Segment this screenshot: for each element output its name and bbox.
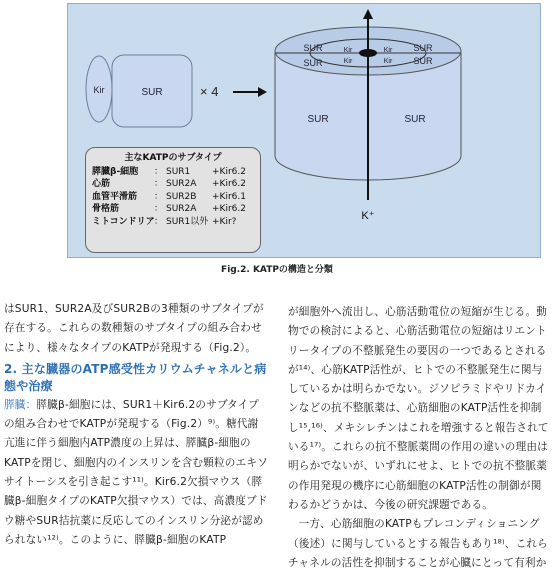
arrow-right-head	[258, 87, 267, 97]
legend-row	[86, 166, 260, 179]
legend-kir: +Kir?	[212, 216, 237, 227]
legend-kir: +Kir6.1	[212, 191, 246, 202]
sur-subunit-label: SUR	[141, 87, 163, 98]
pancreas-keyword: 膵臓：	[4, 398, 37, 411]
top-kir-label-4: Kir	[383, 58, 393, 65]
front-sur-label-left: SUR	[307, 114, 329, 125]
legend-colon: ：	[154, 166, 164, 177]
legend-tissue: ミトコンドリア	[92, 216, 155, 227]
k-arrow-head	[363, 9, 373, 19]
left-paragraph-2-text: 膵臓β-細胞には、SUR1＋Kir6.2のサブタイプの組み合わせでKATPが発現する（Fig.2）⁹⁾。糖代謝亢進に伴う細胞内ATP濃度の上昇は、膵臓β-細胞のKATPを閉じ、細胞内のインスリンを含む顆粒のエキソサイトーシスを引き起こす¹¹⁾。Kir6.2欠損マウス（膵臓β-細胞タイプのKATP欠損マウス）では、高濃度ブドウ糖やSUR拮抗薬に反応してのインスリン分泌が認められない¹²⁾。このように、膵臓β-細胞のKATP	[4, 398, 268, 546]
top-sur-label-2: SUR	[413, 43, 433, 53]
right-paragraph-1: が細胞外へ流出し、心筋活動電位の短縮が生じる。動物での検討によると、心筋活動電位の短縮はリエントリータイプの不整脈発生の要因の一つであるとされるが¹⁴⁾、心筋KATP活性が、ヒトでの不整脈発生に関与しているかは明らかでない。ジソピラミドやリドカインなどの抗不整脈薬は、心筋細胞のKATP活性を抑制し¹⁵,¹⁶⁾、メキシレチンはこれを増強すると報告されている¹⁷⁾。これらの抗不整脈薬間の作用の違いの理由は明らかでないが、いずれにせよ、ヒトでの抗不整脈薬の作用発現の機序に心筋細胞のKATP活性の制御が関わるかどうかは、今後の研究課題である。	[288, 306, 549, 511]
k-ion-label: K⁺	[361, 210, 375, 222]
legend-row	[86, 216, 260, 229]
legend-tissue: 血管平滑筋	[92, 191, 138, 202]
multiplier-text: × 4	[200, 84, 219, 99]
top-kir-label-1: Kir	[343, 47, 353, 54]
legend-sur: SUR2A	[166, 179, 197, 190]
legend-sur: SUR2B	[166, 191, 197, 202]
legend-row	[86, 178, 260, 191]
front-sur-label-right: SUR	[404, 114, 426, 125]
legend-row	[86, 203, 260, 216]
legend-row	[86, 191, 260, 204]
right-column	[288, 303, 550, 573]
legend-colon: ：	[154, 179, 164, 190]
top-sur-label-1: SUR	[303, 43, 323, 53]
legend-title: 主なKATPのサブタイプ	[124, 153, 222, 163]
top-kir-label-2: Kir	[383, 47, 393, 54]
left-paragraph-1: はSUR1、SUR2A及びSUR2Bの3種類のサブタイプが存在する。これらの数種類のサブタイプの組み合わせにより、様々なタイプのKATPが発現する（Fig.2）。	[4, 303, 264, 354]
top-sur-label-4: SUR	[413, 56, 433, 66]
left-paragraph-2	[4, 396, 268, 550]
top-sur-label-3: SUR	[303, 58, 323, 68]
legend-sur: SUR2A	[166, 204, 197, 215]
legend-colon: ：	[154, 191, 164, 202]
left-column	[4, 300, 268, 550]
legend-sur: SUR1	[166, 166, 191, 177]
figure-caption: Fig.2. KATPの構造と分類	[221, 265, 333, 275]
legend-tissue: 骨格筋	[92, 204, 120, 215]
legend-kir: +Kir6.2	[212, 179, 246, 190]
kir-subunit-label: Kir	[93, 85, 105, 95]
legend-colon: ：	[154, 216, 164, 227]
legend-colon: ：	[154, 204, 164, 215]
legend-sur: SUR1以外	[166, 216, 209, 227]
section-heading: 2. 主な臓器のATP感受性カリウムチャネルと病態や治療	[4, 361, 267, 393]
subtype-legend	[85, 147, 261, 253]
top-kir-label-3: Kir	[343, 58, 353, 65]
right-paragraph-2: 一方、心筋細胞のKATPもプレコンディショニング（後述）に関与しているとする報告もあり¹⁸⁾、これらチャネルの活性を抑制することが心臓にとって有利か	[288, 518, 548, 569]
legend-tissue: 膵臓β-細胞	[92, 166, 139, 177]
legend-tissue: 心筋	[92, 179, 111, 190]
legend-kir: +Kir6.2	[212, 166, 246, 177]
legend-kir: +Kir6.2	[212, 204, 246, 215]
